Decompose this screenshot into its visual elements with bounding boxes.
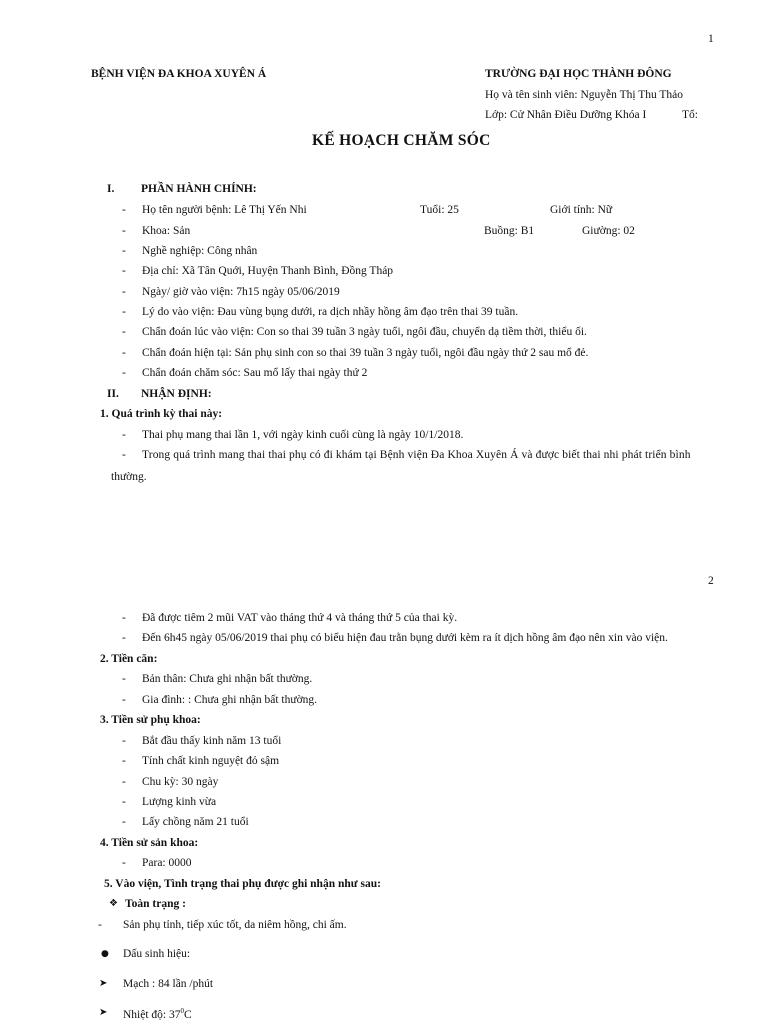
arrow-bullet-icon: ➤ (99, 1007, 108, 1018)
patient-age: Tuổi: 25 (420, 204, 459, 216)
bullet-dash: - (122, 225, 126, 237)
class-line: Lớp: Cử Nhân Điều Dưỡng Khóa I (485, 109, 647, 121)
bullet-dash: - (122, 816, 126, 828)
gyn-item: Lượng kinh vừa (142, 796, 217, 808)
history-self: Bản thân: Chưa ghi nhận bất thường. (142, 673, 313, 685)
bullet-dash: - (122, 449, 126, 461)
history-family: Gia đình: : Chưa ghi nhận bất thường. (142, 694, 318, 706)
bullet-dash: - (122, 306, 126, 318)
diamond-bullet-icon: ❖ (109, 898, 118, 909)
subsection-heading: 4. Tiền sử sản khoa: (100, 837, 199, 849)
pregnancy-line: Thai phụ mang thai lần 1, với ngày kinh cuối cùng là ngày 10/1/2018. (142, 429, 464, 441)
bullet-dash: - (122, 857, 126, 869)
onset: Đến 6h45 ngày 05/06/2019 thai phụ có biểu hiện đau trằn bụng dưới kèm ra ít dịch hồng âm đạo nên xin vào viện. (142, 632, 668, 644)
room: Buồng: B1 (484, 225, 535, 237)
bullet-dash: - (122, 755, 126, 767)
bullet-dash: - (122, 632, 126, 644)
bullet-dash: - (122, 612, 126, 624)
occupation: Nghề nghiệp: Công nhân (142, 245, 258, 257)
gyn-item: Bắt đầu thấy kinh năm 13 tuổi (142, 735, 282, 747)
bullet-dash: - (122, 245, 126, 257)
pregnancy-line-continued: thường. (111, 471, 147, 483)
bullet-dash: - (98, 919, 102, 931)
bullet-dash: - (122, 776, 126, 788)
diagnosis-current: Chẩn đoán hiện tại: Sản phụ sinh con so thai 39 tuần 3 ngày tuổi, ngôi đầu ngày thứ 2 sau mổ đẻ. (142, 347, 589, 359)
gyn-item: Chu kỳ: 30 ngày (142, 776, 219, 788)
page-title: KẾ HOẠCH CHĂM SÓC (312, 132, 491, 149)
arrow-bullet-icon: ➤ (99, 978, 108, 989)
section-number: II. (107, 388, 119, 400)
bullet-dash: - (122, 326, 126, 338)
temperature-unit: C (184, 1008, 192, 1021)
page-number: 2 (708, 575, 714, 587)
pulse: Mạch : 84 lần /phút (123, 978, 214, 990)
diagnosis-care: Chẩn đoán chăm sóc: Sau mổ lấy thai ngày thứ 2 (142, 367, 368, 379)
bullet-dash: - (122, 367, 126, 379)
patient-name: Họ tên người bệnh: Lê Thị Yến Nhi (142, 204, 307, 216)
vitals-label: Dấu sinh hiệu: (123, 948, 191, 960)
hospital-name: BỆNH VIỆN ĐA KHOA XUYÊN Á (91, 68, 267, 80)
bullet-dash: - (122, 204, 126, 216)
section-heading: PHẦN HÀNH CHÍNH: (141, 183, 257, 195)
temperature (123, 1008, 192, 1021)
subsection-heading: 3. Tiền sử phụ khoa: (100, 714, 201, 726)
diagnosis-admission: Chẩn đoán lúc vào viện: Con so thai 39 tuần 3 ngày tuổi, ngôi đầu, chuyển dạ tiềm thời, thiểu ối. (142, 326, 587, 338)
patient-sex: Giới tính: Nữ (550, 204, 613, 216)
bullet-dash: - (122, 673, 126, 685)
gyn-item: Lấy chồng năm 21 tuổi (142, 816, 249, 828)
gyn-item: Tính chất kinh nguyệt đỏ sậm (142, 755, 280, 767)
address: Địa chỉ: Xã Tân Quới, Huyện Thanh Bình, Đồng Tháp (142, 265, 394, 277)
degree-mark: 0 (180, 1007, 184, 1015)
subsection-heading: 5. Vào viện, Tình trạng thai phụ được ghi nhận như sau: (104, 878, 381, 890)
bullet-dash: - (122, 694, 126, 706)
bullet-dash: - (122, 429, 126, 441)
pregnancy-line: Trong quá trình mang thai thai phụ có đi khám tại Bệnh viện Đa Khoa Xuyên Á và được biết thai nhi phát triển bình (142, 449, 691, 461)
section-number: I. (107, 183, 115, 195)
admission-reason: Lý do vào viện: Đau vùng bụng dưới, ra dịch nhầy hồng âm đạo trên thai 39 tuần. (142, 306, 519, 318)
bullet-dash: - (122, 796, 126, 808)
round-bullet-icon: ● (101, 949, 109, 959)
student-name: Họ và tên sinh viên: Nguyễn Thị Thu Thảo (485, 89, 684, 101)
bullet-dash: - (122, 265, 126, 277)
group-label: Tổ: (682, 109, 698, 121)
bullet-dash: - (122, 347, 126, 359)
bullet-dash: - (122, 735, 126, 747)
general-status: Sản phụ tỉnh, tiếp xúc tốt, da niêm hồng, chi ấm. (123, 919, 347, 931)
vaccination: Đã được tiêm 2 mũi VAT vào tháng thứ 4 và tháng thứ 5 của thai kỳ. (142, 612, 458, 624)
para: Para: 0000 (142, 857, 192, 869)
temperature-value: Nhiệt độ: 37 (123, 1008, 181, 1021)
subsection-heading: 1. Quá trình kỳ thai này: (100, 408, 223, 420)
section-heading: NHẬN ĐỊNH: (141, 388, 212, 400)
department: Khoa: Sản (142, 225, 191, 237)
university-name: TRƯỜNG ĐẠI HỌC THÀNH ĐÔNG (485, 68, 672, 80)
bullet-dash: - (122, 286, 126, 298)
subsection-heading: 2. Tiền căn: (100, 653, 158, 665)
page-number: 1 (708, 33, 714, 45)
admission-time: Ngày/ giờ vào viện: 7h15 ngày 05/06/2019 (142, 286, 340, 298)
bed: Giường: 02 (582, 225, 635, 237)
general-label: Toàn trạng : (125, 898, 186, 910)
